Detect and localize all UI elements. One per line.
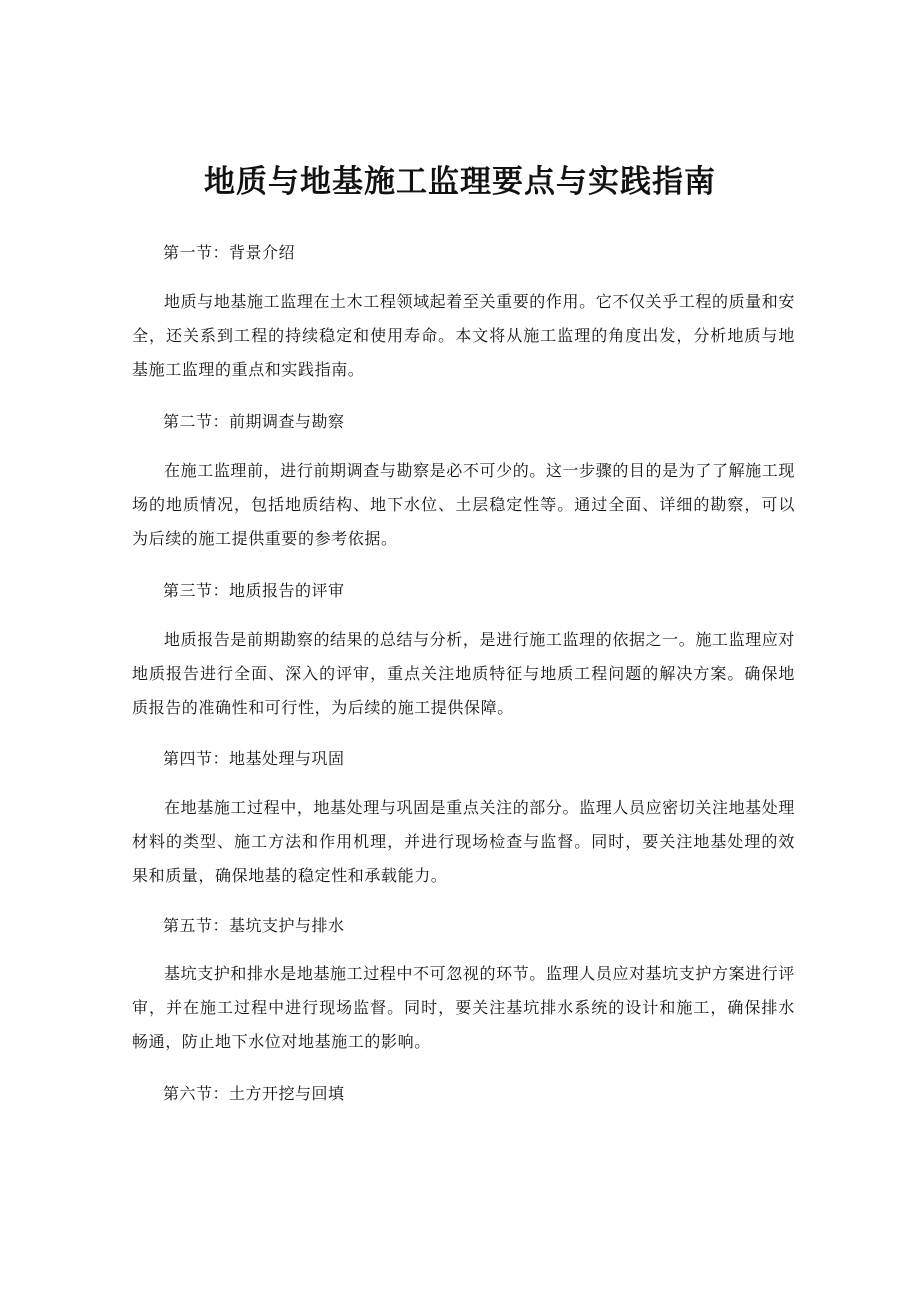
section-paragraph-2: 在施工监理前，进行前期调查与勘察是必不可少的。这一步骤的目的是为了了解施工现场的地质情况，包括地质结构、地下水位、土层稳定性等。通过全面、详细的勘察，可以为后续的施工提供重要的参考依据。 <box>132 461 795 548</box>
section-heading-6: 第六节：土方开挖与回填 <box>163 1084 345 1103</box>
section-paragraph-1: 地质与地基施工监理在土木工程领域起着至关重要的作用。它不仅关乎工程的质量和安全，还关系到工程的持续稳定和使用寿命。本文将从施工监理的角度出发，分析地质与地基施工监理的重点和实践指南。 <box>132 292 795 379</box>
section-paragraph-5: 基坑支护和排水是地基施工过程中不可忽视的环节。监理人员应对基坑支护方案进行评审，并在施工过程中进行现场监督。同时，要关注基坑排水系统的设计和施工，确保排水畅通，防止地下水位对地基施工的影响。 <box>132 964 795 1051</box>
section-heading-5: 第五节：基坑支护与排水 <box>163 916 345 935</box>
document-title: 地质与地基施工监理要点与实践指南 <box>204 164 716 200</box>
section-paragraph-4: 在地基施工过程中，地基处理与巩固是重点关注的部分。监理人员应密切关注地基处理材料的类型、施工方法和作用机理，并进行现场检查与监督。同时，要关注地基处理的效果和质量，确保地基的稳定性和承载能力。 <box>132 798 795 885</box>
section-heading-2: 第二节：前期调查与勘察 <box>163 412 345 431</box>
section-heading-4: 第四节：地基处理与巩固 <box>163 749 345 768</box>
section-heading-1: 第一节：背景介绍 <box>163 243 296 262</box>
section-heading-3: 第三节：地质报告的评审 <box>163 581 345 600</box>
section-paragraph-3: 地质报告是前期勘察的结果的总结与分析，是进行施工监理的依据之一。施工监理应对地质报告进行全面、深入的评审，重点关注地质特征与地质工程问题的解决方案。确保地质报告的准确性和可行性，为后续的施工提供保障。 <box>132 630 795 717</box>
